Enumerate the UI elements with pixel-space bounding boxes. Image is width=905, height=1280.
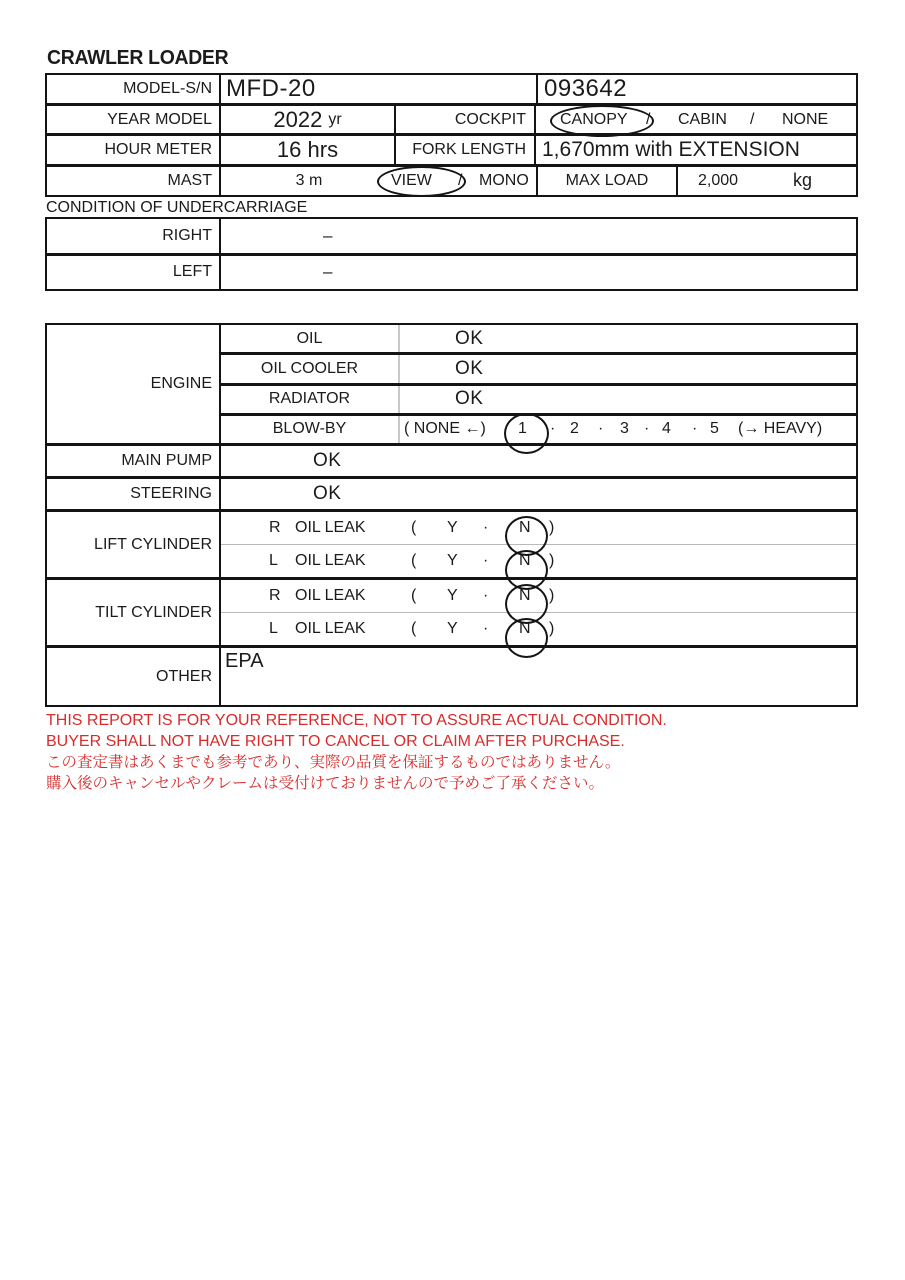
model-sn-label: MODEL-S/N	[47, 75, 221, 103]
leak-option-yes: Y	[447, 519, 458, 536]
radiator-value: OK	[398, 386, 856, 413]
fork-length-value: 1,670mm with EXTENSION	[542, 138, 800, 162]
year-model-label: YEAR MODEL	[47, 106, 221, 133]
steering-row	[47, 479, 856, 512]
max-load-cell	[678, 167, 856, 195]
disclaimer	[46, 710, 667, 794]
max-load-label: MAX LOAD	[538, 167, 678, 195]
blowby-dot: ·	[550, 420, 556, 438]
leak-option-no: N	[519, 519, 531, 536]
oil-label: OIL	[296, 329, 323, 347]
blowby-dot: ·	[598, 420, 604, 438]
mast-option-view: VIEW	[391, 171, 432, 189]
blowby-scale-3: 3	[620, 420, 629, 438]
undercarriage-heading: CONDITION OF UNDERCARRIAGE	[46, 199, 308, 216]
main-pump-label: MAIN PUMP	[47, 446, 221, 476]
disclaimer-line-1: THIS REPORT IS FOR YOUR REFERENCE, NOT TO ASSURE ACTUAL CONDITION.	[46, 712, 667, 729]
cockpit-option-none: NONE	[782, 110, 829, 128]
page-title: CRAWLER LOADER	[47, 47, 229, 69]
leak-option-no: N	[519, 552, 531, 569]
engine-label: ENGINE	[47, 325, 221, 443]
mast-option-mono: MONO	[479, 171, 529, 189]
blowby-label: BLOW-BY	[272, 420, 347, 438]
tilt-cylinder-label: TILT CYLINDER	[47, 580, 221, 645]
engine-row-oil	[221, 325, 856, 355]
paren-open: (	[411, 620, 417, 637]
mast-value: 3 m	[295, 171, 323, 189]
tilt-l-oil-leak-row	[221, 613, 856, 645]
other-value: EPA	[225, 650, 264, 672]
undercarriage-table	[45, 217, 858, 291]
paren-close: )	[549, 519, 555, 536]
side-label: L	[269, 552, 278, 569]
spec-row-mast	[47, 167, 856, 195]
leak-option-no: N	[519, 620, 531, 637]
max-load-value: 2,000	[698, 171, 739, 189]
main-pump-row	[47, 446, 856, 479]
leak-dot: ·	[483, 552, 489, 569]
paren-close: )	[549, 552, 555, 569]
leak-option-yes: Y	[447, 552, 458, 569]
oil-value: OK	[398, 325, 856, 352]
lift-r-oil-leak-row	[221, 512, 856, 545]
disclaimer-line-3: この査定書はあくまでも参考であり、実際の品質を保証するものではありません。	[46, 754, 621, 771]
spec-table	[45, 73, 858, 197]
year-unit: yr	[328, 110, 342, 128]
paren-open: (	[411, 587, 417, 604]
blowby-scale-4: 4	[662, 420, 671, 438]
mast-value-cell	[221, 167, 538, 195]
cockpit-option-cabin: CABIN	[678, 110, 727, 128]
disclaimer-line-2: BUYER SHALL NOT HAVE RIGHT TO CANCEL OR CLAIM AFTER PURCHASE.	[46, 733, 625, 750]
paren-open: (	[411, 519, 417, 536]
side-label: R	[269, 587, 281, 604]
right-label: RIGHT	[47, 219, 221, 253]
hour-value: 16 hrs	[221, 136, 396, 163]
paren-open: (	[411, 552, 417, 569]
cockpit-separator: /	[750, 110, 755, 128]
disclaimer-line-4: 購入後のキャンセルやクレームは受付けておりませんので予めご了承ください。	[46, 775, 605, 792]
blowby-scale-1: 1	[518, 420, 527, 438]
paren-close: )	[549, 620, 555, 637]
left-label: LEFT	[47, 256, 221, 290]
right-value: –	[323, 225, 333, 245]
cockpit-label: COCKPIT	[396, 106, 536, 133]
blowby-dot: ·	[692, 420, 698, 438]
inspection-table	[45, 323, 858, 707]
steering-value: OK	[313, 483, 342, 504]
other-label: OTHER	[47, 648, 221, 705]
blowby-none-note: ( NONE ←)	[404, 420, 486, 438]
cockpit-option-canopy: CANOPY	[560, 110, 628, 128]
lift-l-oil-leak-row	[221, 545, 856, 577]
left-value: –	[323, 262, 333, 282]
oil-cooler-value: OK	[398, 355, 856, 382]
cockpit-separator: /	[646, 110, 651, 128]
oil-leak-label: OIL LEAK	[295, 620, 366, 637]
leak-dot: ·	[483, 620, 489, 637]
oil-leak-label: OIL LEAK	[295, 519, 366, 536]
lift-cylinder-section	[47, 512, 856, 580]
engine-row-oil-cooler	[221, 355, 856, 385]
oil-cooler-label: OIL COOLER	[260, 359, 359, 377]
cockpit-options	[536, 106, 856, 133]
side-label: L	[269, 620, 278, 637]
engine-section	[47, 325, 856, 446]
steering-label: STEERING	[47, 479, 221, 509]
hour-meter-label: HOUR METER	[47, 136, 221, 163]
leak-option-yes: Y	[447, 587, 458, 604]
radiator-label: RADIATOR	[268, 390, 351, 408]
main-pump-value: OK	[313, 450, 342, 471]
blowby-dot: ·	[644, 420, 650, 438]
oil-leak-label: OIL LEAK	[295, 587, 366, 604]
engine-row-blowby	[221, 416, 856, 443]
leak-option-no: N	[519, 587, 531, 604]
paren-close: )	[549, 587, 555, 604]
engine-row-radiator	[221, 386, 856, 416]
side-label: R	[269, 519, 281, 536]
other-section	[47, 648, 856, 705]
model-value: MFD-20	[221, 75, 538, 103]
tilt-cylinder-section	[47, 580, 856, 648]
tilt-r-oil-leak-row	[221, 580, 856, 613]
spec-row-model	[47, 75, 856, 106]
undercarriage-row-left	[47, 256, 856, 290]
spec-row-year	[47, 106, 856, 136]
serial-value: 093642	[544, 75, 628, 102]
spec-row-hour	[47, 136, 856, 166]
oil-leak-label: OIL LEAK	[295, 552, 366, 569]
mast-label: MAST	[47, 167, 221, 195]
fork-length-label: FORK LENGTH	[396, 136, 536, 163]
leak-option-yes: Y	[447, 620, 458, 637]
leak-dot: ·	[483, 519, 489, 536]
blowby-scale-5: 5	[710, 420, 719, 438]
year-value: 2022	[273, 106, 323, 132]
max-load-unit: kg	[793, 170, 813, 191]
undercarriage-row-right	[47, 219, 856, 256]
blowby-scale-2: 2	[570, 420, 579, 438]
leak-dot: ·	[483, 587, 489, 604]
blowby-heavy-note: (→ HEAVY)	[738, 420, 823, 438]
blowby-scale	[398, 416, 856, 443]
lift-cylinder-label: LIFT CYLINDER	[47, 512, 221, 577]
mast-separator: /	[458, 171, 463, 189]
